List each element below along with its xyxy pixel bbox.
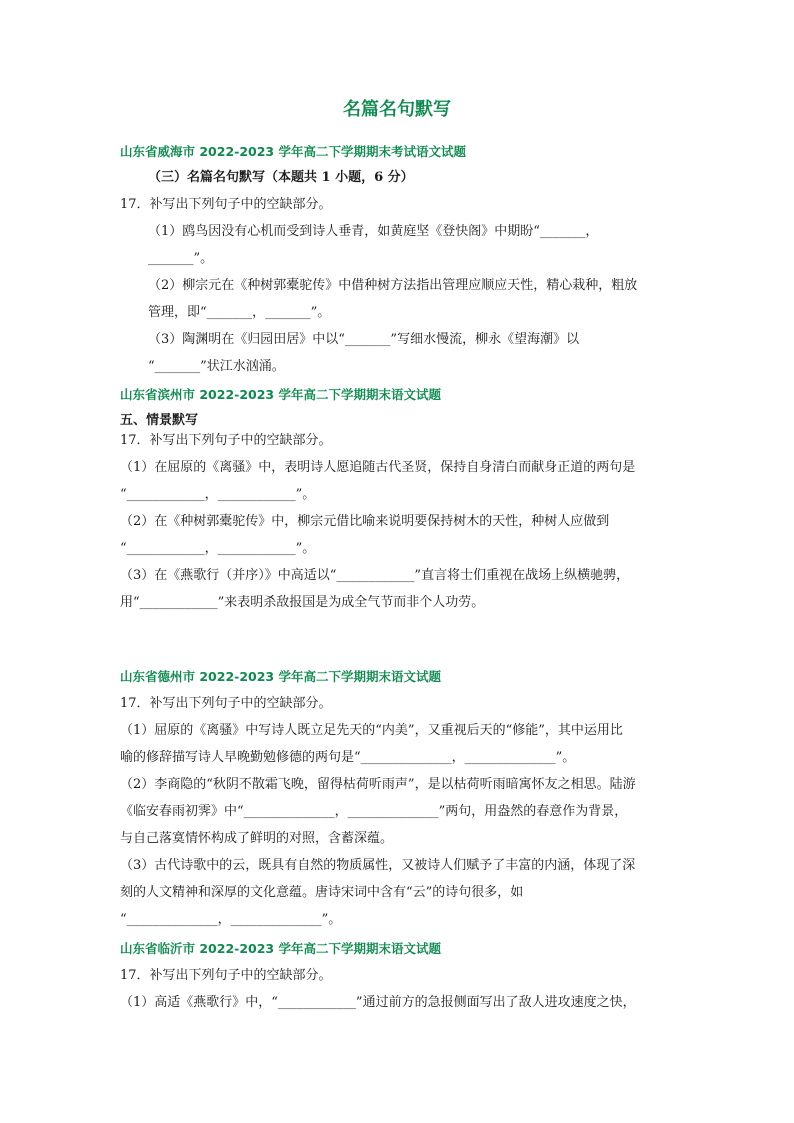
section-heading: 五、情景默写 [120,413,199,428]
question-line: “____________，____________”。 [120,541,316,556]
question-line: “_______”状江水汹涌。 [148,359,285,374]
question-stem: 17．补写出下列句子中的空缺部分。 [120,433,332,448]
question-stem: 17．补写出下列句子中的空缺部分。 [120,696,332,711]
question-line: 管理，即“_______，_______”。 [148,305,331,320]
section-heading: （三）名篇名句默写（本题共 1 小题，6 分） [148,170,414,185]
question-line: “____________，____________”。 [120,487,316,502]
question-line: （1）高适《燕歌行》中，“____________”通过前方的急报侧面写出了敌人进攻速度之快， [120,995,636,1010]
question-line: 刻的人文精神和深厚的文化意蕴。唐诗宋词中含有“云”的诗句很多，如 [120,885,524,900]
question-line: 《临安春雨初霁》中“______________，______________”两句，用盎然的春意作为背景， [120,804,628,819]
question-stem: 17．补写出下列句子中的空缺部分。 [120,197,332,212]
question-line: （2）李商隐的“秋阴不散霜飞晚，留得枯荷听雨声”，是以枯荷听雨暗寓怀友之相思。陆游 [120,777,636,792]
question-line: “______________，______________”。 [120,912,342,927]
section-source: 山东省滨州市 2022-2023 学年高二下学期期末语文试题 [120,387,441,402]
section-source: 山东省德州市 2022-2023 学年高二下学期期末语文试题 [120,669,441,684]
question-line: _______”。 [148,251,214,266]
section-source: 山东省临沂市 2022-2023 学年高二下学期期末语文试题 [120,941,441,956]
question-line: 喻的修辞描写诗人早晚勤勉修德的两句是“______________，______________”。 [120,750,576,765]
page-title: 名篇名句默写 [343,99,451,120]
question-line: 与自己落寞情怀构成了鲜明的对照，含蓄深蕴。 [120,831,394,846]
question-line: （3）古代诗歌中的云，既具有自然的物质属性，又被诗人们赋予了丰富的内涵，体现了深 [120,858,636,873]
question-line: （1）在屈原的《离骚》中，表明诗人愿追随古代圣贤，保持自身清白而献身正道的两句是 [120,460,636,475]
question-line: （2）在《种树郭橐驼传》中，柳宗元借比喻来说明要保持树木的天性，种树人应做到 [120,514,610,529]
section-source: 山东省威海市 2022-2023 学年高二下学期期末考试语文试题 [120,144,466,159]
question-line: （2）柳宗元在《种树郭橐驼传》中借种树方法指出管理应顺应天性，精心栽种，粗放 [148,278,638,293]
question-line: （3）陶渊明在《归园田居》中以“_______”写细水慢流，柳永《望海潮》以 [148,332,580,347]
question-stem: 17．补写出下列句子中的空缺部分。 [120,968,332,983]
question-line: （1）屈原的《离骚》中写诗人既立足先天的“内美”，又重视后天的“修能”，其中运用比 [120,723,623,738]
question-line: （1）鸥鸟因没有心机而受到诗人垂青，如黄庭坚《登快阁》中期盼“_______， [148,224,599,239]
question-line: 用“____________”来表明杀敌报国是为成全气节而非个人功劳。 [120,595,485,610]
question-line: （3）在《燕歌行（并序）》中高适以“____________”直言将士们重视在战场上纵横驰骋， [120,568,630,583]
